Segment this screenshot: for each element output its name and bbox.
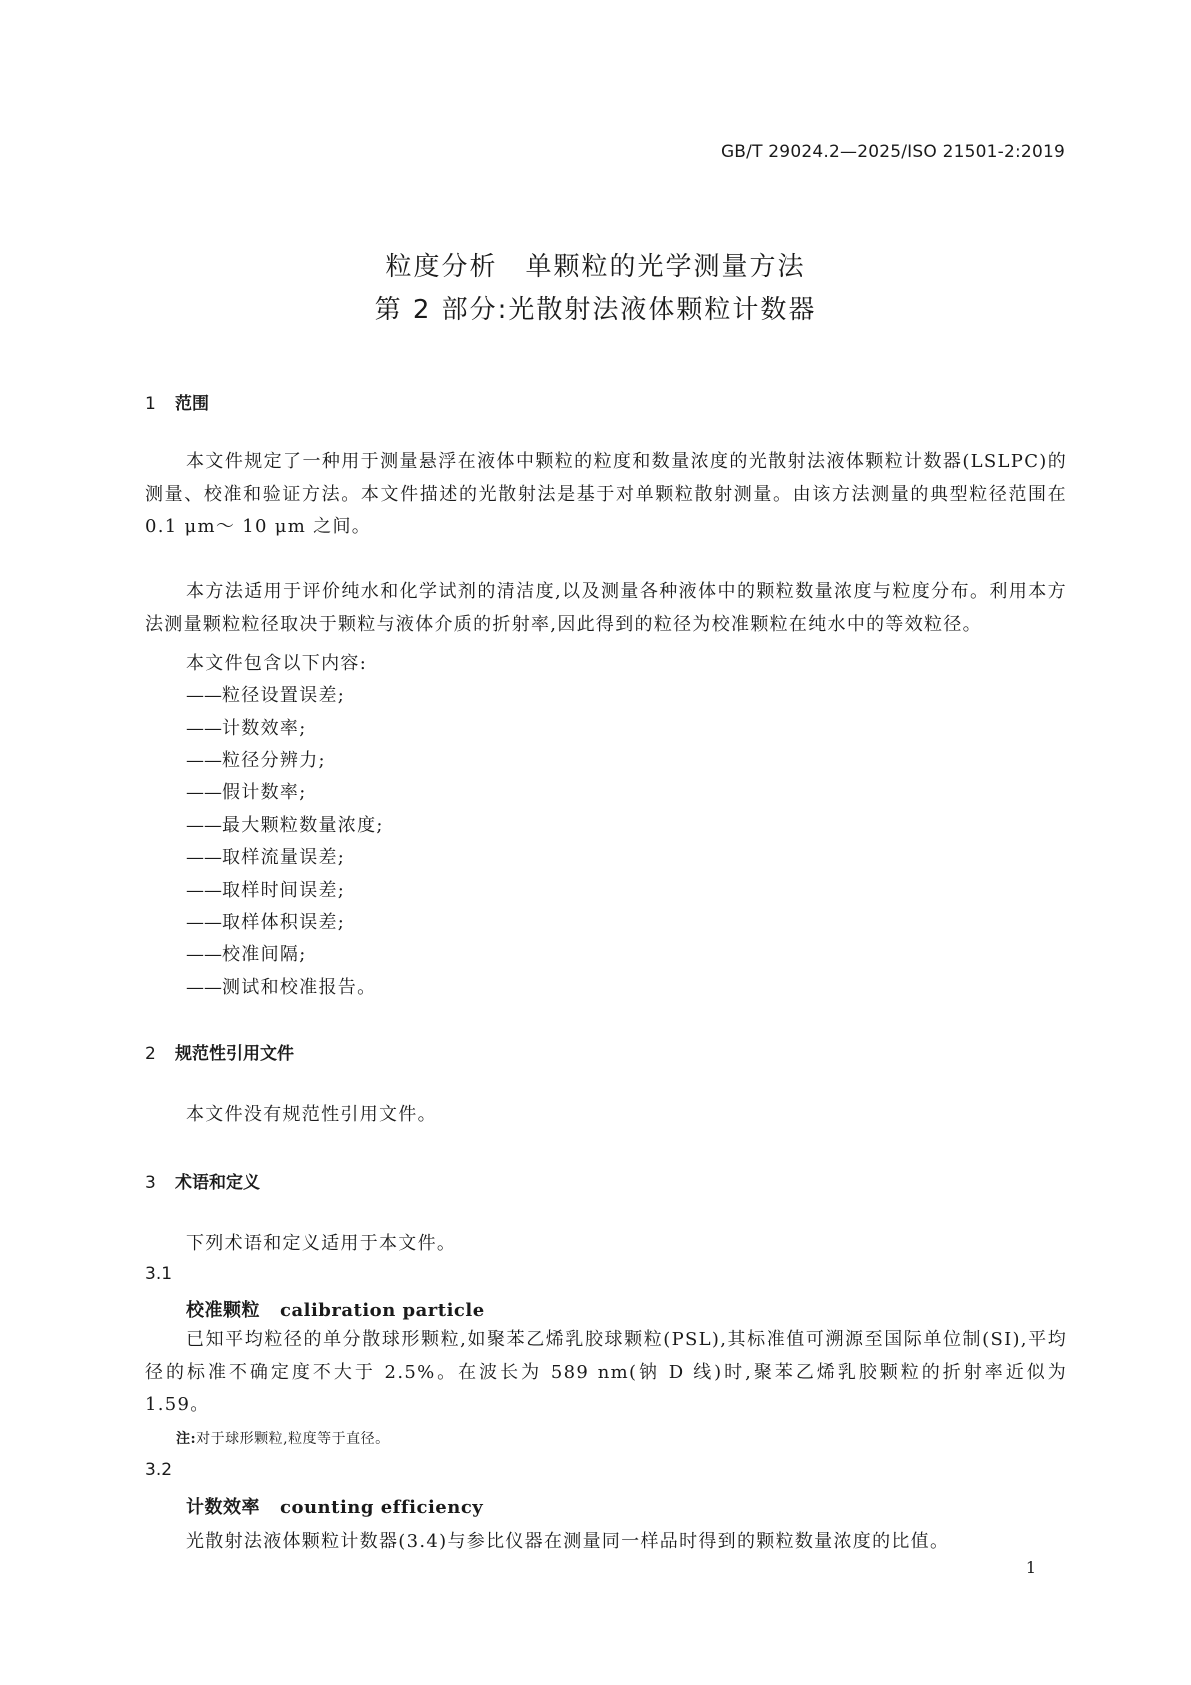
term-note — [176, 1428, 390, 1448]
list-item-text: 测试和校准报告。 — [222, 977, 377, 998]
terms-intro: 下列术语和定义适用于本文件。 — [186, 1233, 457, 1254]
scope-paragraph-1: 本文件规定了一种用于测量悬浮在液体中颗粒的粒度和数量浓度的光散射法液体颗粒计数器(LSLPC)的测量、校准和验证方法。本文件描述的光散射法是基于对单颗粒散射测量。由该方法测量的典型粒径范围在 0.1 μm～ 10 μm 之间。 — [145, 451, 1067, 537]
list-item-text: 取样体积误差; — [222, 912, 346, 933]
list-item-text: 取样流量误差; — [222, 847, 346, 868]
list-dash: —— — [186, 782, 222, 803]
note-text: 对于球形颗粒,粒度等于直径。 — [196, 1431, 390, 1447]
section-title: 规范性引用文件 — [175, 1044, 294, 1064]
section-heading-terms — [145, 1168, 260, 1193]
section-number: 2 — [145, 1044, 156, 1064]
list-item — [186, 746, 326, 772]
scope-paragraph-2: 本方法适用于评价纯水和化学试剂的清洁度,以及测量各种液体中的颗粒数量浓度与粒度分布。利用本方法测量颗粒粒径取决于颗粒与液体介质的折射率,因此得到的粒径为校准颗粒在纯水中的等效粒径。 — [145, 581, 1067, 635]
term-en: counting efficiency — [280, 1497, 484, 1518]
term-en: calibration particle — [280, 1300, 485, 1321]
list-item — [186, 908, 345, 934]
term-definition: 已知平均粒径的单分散球形颗粒,如聚苯乙烯乳胶球颗粒(PSL),其标准值可溯源至国际单位制(SI),平均径的标准不确定度不大于 2.5%。在波长为 589 nm(钠 D 线)时,聚苯乙烯乳胶颗粒的折射率近似为 1.59。 — [145, 1329, 1067, 1415]
section-title: 术语和定义 — [175, 1173, 260, 1193]
list-item-text: 取样时间误差; — [222, 880, 346, 901]
term-definition: 光散射法液体颗粒计数器(3.4)与参比仪器在测量同一样品时得到的颗粒数量浓度的比值。 — [186, 1531, 950, 1552]
list-item — [186, 778, 307, 804]
term-heading — [186, 1493, 483, 1519]
list-dash: —— — [186, 750, 222, 771]
section-number: 3 — [145, 1173, 156, 1193]
list-dash: —— — [186, 912, 222, 933]
term-number: 3.2 — [145, 1460, 173, 1480]
list-item-text: 粒径设置误差; — [222, 685, 346, 706]
list-dash: —— — [186, 880, 222, 901]
list-item-text: 假计数率; — [222, 782, 307, 803]
standard-code: GB/T 29024.2—2025/ISO 21501-2:2019 — [720, 142, 1065, 162]
term-zh: 校准颗粒 — [186, 1300, 260, 1321]
section-title: 范围 — [175, 394, 209, 414]
list-dash: —— — [186, 944, 222, 965]
list-item-text: 粒径分辨力; — [222, 750, 326, 771]
list-item-text: 校准间隔; — [222, 944, 307, 965]
term-heading — [186, 1296, 485, 1322]
list-dash: —— — [186, 685, 222, 706]
list-item — [186, 876, 345, 902]
section-number: 1 — [145, 394, 156, 414]
term-zh: 计数效率 — [186, 1497, 260, 1518]
list-item — [186, 714, 307, 740]
page-number: 1 — [1025, 1558, 1036, 1577]
list-dash: —— — [186, 847, 222, 868]
list-item-text: 最大颗粒数量浓度; — [222, 815, 384, 836]
list-dash: —— — [186, 977, 222, 998]
list-item — [186, 843, 345, 869]
section-heading-normative — [145, 1039, 294, 1064]
section-heading-scope — [145, 389, 209, 414]
list-item-text: 计数效率; — [222, 718, 307, 739]
note-label: 注: — [176, 1431, 197, 1447]
list-item — [186, 811, 384, 837]
contents-intro: 本文件包含以下内容: — [186, 653, 368, 674]
list-dash: —— — [186, 718, 222, 739]
normative-text: 本文件没有规范性引用文件。 — [186, 1104, 437, 1125]
document-title-line1: 粒度分析 单颗粒的光学测量方法 — [385, 252, 806, 282]
list-dash: —— — [186, 815, 222, 836]
document-title-line2: 第 2 部分:光散射法液体颗粒计数器 — [374, 295, 817, 325]
list-item — [186, 940, 307, 966]
list-item — [186, 681, 345, 707]
term-number: 3.1 — [145, 1264, 173, 1284]
list-item — [186, 973, 376, 999]
